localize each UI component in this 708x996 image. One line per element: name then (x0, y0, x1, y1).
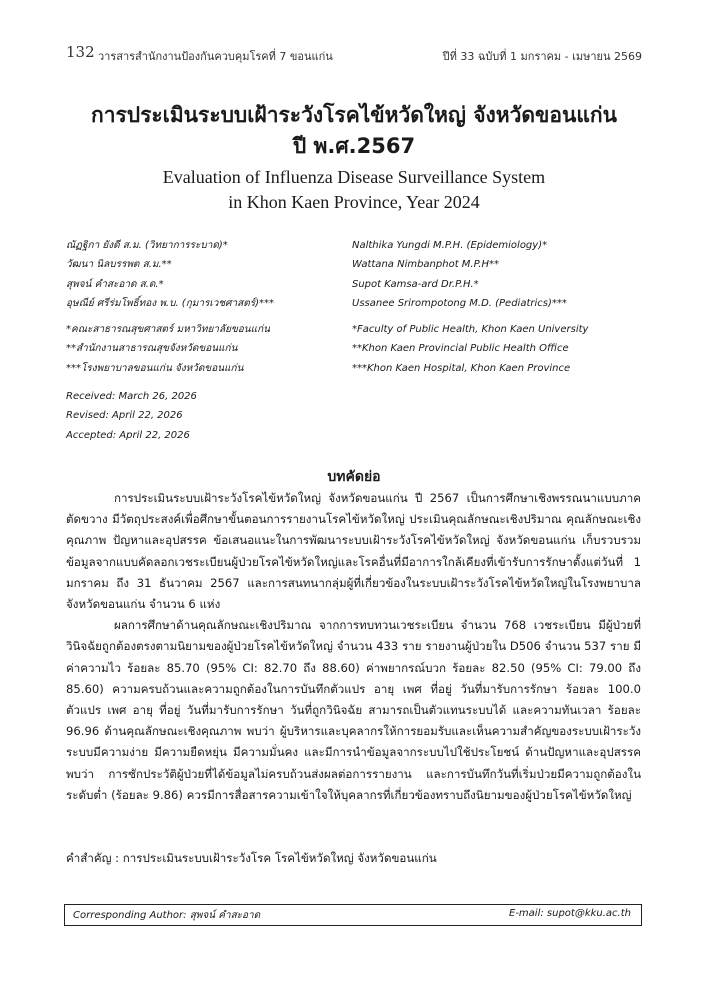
title-thai (0, 100, 708, 162)
title-english-line1: Evaluation of Influenza Disease Surveillance System (162, 167, 546, 187)
title-thai-line1: การประเมินระบบเฝ้าระวังโรคไข้หวัดใหญ่ จังหวัดขอนแก่น (90, 103, 617, 127)
authors-thai (66, 236, 274, 313)
affiliation: **Khon Kaen Provincial Public Health Office (352, 343, 569, 355)
journal-name: วารสารสำนักงานป้องกันควบคุมโรคที่ 7 ขอนแก่น (98, 50, 333, 63)
author-email: E-mail: supot@kku.ac.th (509, 908, 631, 919)
authors-english (352, 236, 567, 313)
title-english (0, 165, 708, 215)
affiliations-thai (66, 320, 270, 378)
author: สุพจน์ คำสะอาด ส.ด.* (66, 278, 164, 290)
affiliation: *คณะสาธารณสุขศาสตร์ มหาวิทยาลัยขอนแก่น (66, 324, 270, 335)
title-english-line2: in Khon Kaen Province, Year 2024 (228, 192, 480, 212)
volume-issue: ปีที่ 33 ฉบับที่ 1 มกราคม - เมษายน 2569 (442, 50, 642, 63)
affiliations-english (352, 320, 588, 378)
revised-date: Revised: April 22, 2026 (66, 410, 183, 422)
received-date: Received: March 26, 2026 (66, 391, 197, 402)
keywords: คำสำคัญ : การประเมินระบบเฝ้าระวังโรค โรคไข้หวัดใหญ่ จังหวัดขอนแก่น (66, 851, 437, 865)
affiliation: ***Khon Kaen Hospital, Khon Kaen Province (352, 362, 571, 374)
abstract-paragraph: ผลการศึกษาด้านคุณลักษณะเชิงปริมาณ จากการทบทวนเวชระเบียน จำนวน 768 เวชระเบียน มีผู้ป่วยที่วินิจฉัยถูกต้องตรงตามนิยามของผู้ป่วยโรคไข้หวัดใหญ่ จำนวน 433 ราย รายงานผู้ป่วยใน D506 จำนวน 537 ราย มีค่าความไว ร้อยละ 85.70 (95% CI: 82.70 ถึง 88.60) ค่าพยากรณ์บวก ร้อยละ 82.50 (95% CI: 79.00 ถึง 85.60) ความครบถ้วนและความถูกต้องในการบันทึกตัวแปร อายุ เพศ ที่อยู่ วันที่มารับการรักษา ร้อยละ 100.0 ตัวแปร เพศ อายุ ที่อยู่ วันที่มารับการรักษา วันที่ถูกวินิจฉัย สามารถเป็นตัวแทนระบบได้ และความทันเวลา ร้อยละ 96.96 ด้านคุณลักษณะเชิงคุณภาพ พบว่า ผู้บริหารและบุคลากรให้การยอมรับและเห็นความสำคัญของระบบเฝ้าระวัง ระบบมีความง่าย มีความยืดหยุ่น มีความมั่นคง และมีการนำข้อมูลจากระบบไปใช้ประโยชน์ ด้านปัญหาและอุปสรรค พบว่า การซักประวัติผู้ป่วยที่ได้ข้อมูลไม่ครบถ้วนส่งผลต่อการรายงาน และการบันทึกวันที่เริ่มป่วยมีความถูกต้องในระดับต่ำ (ร้อยละ 9.86) ควรมีการสื่อสารความเข้าใจให้บุคลากรที่เกี่ยวข้องทราบถึงนิยามของผู้ป่วยโรคไข้หวัดใหญ่ (66, 618, 641, 802)
abstract-paragraph: การประเมินระบบเฝ้าระวังโรคไข้หวัดใหญ่ จังหวัดขอนแก่น ปี 2567 เป็นการศึกษาเชิงพรรณนาแบบภาคตัดขวาง มีวัตถุประสงค์เพื่อศึกษาขั้นตอนการรายงานโรคไข้หวัดใหญ่ ประเมินคุณลักษณะเชิงปริมาณ คุณลักษณะเชิงคุณภาพ ปัญหาและอุปสรรค ข้อเสนอแนะในการพัฒนาระบบเฝ้าระวังโรคไข้หวัดใหญ่ จังหวัดขอนแก่น เก็บรวบรวมข้อมูลจากแบบคัดลอกเวชระเบียนผู้ป่วยโรคไข้หวัดใหญ่และโรคอื่นที่มีอาการใกล้เคียงที่เข้ารับการรักษาตั้งแต่วันที่ 1 มกราคม ถึง 31 ธันวาคม 2567 และการสนทนากลุ่มผู้ที่เกี่ยวข้องในระบบเฝ้าระวังโรคไข้หวัดใหญ่ในโรงพยาบาล จังหวัดขอนแก่น จำนวน 6 แห่ง (66, 491, 641, 612)
abstract-body (66, 488, 641, 806)
author: Ussanee Srirompotong M.D. (Pediatrics)*** (352, 297, 567, 309)
abstract-heading: บทคัดย่อ (327, 469, 381, 485)
page-number: 132 (66, 43, 95, 61)
corresponding-author: Corresponding Author: สุพจน์ คำสะอาด (73, 910, 261, 921)
affiliation: *Faculty of Public Health, Khon Kaen University (352, 324, 589, 335)
accepted-date: Accepted: April 22, 2026 (66, 429, 190, 441)
author: Nalthika Yungdi M.P.H. (Epidemiology)* (352, 240, 548, 251)
running-header (66, 43, 642, 66)
author: Supot Kamsa-ard Dr.P.H.* (352, 278, 479, 290)
author: Wattana Nimbanphot M.P.H** (352, 259, 499, 271)
article-dates (66, 387, 197, 445)
author: วัฒนา นิลบรรพต ส.ม.** (66, 259, 172, 271)
affiliation: ***โรงพยาบาลขอนแก่น จังหวัดขอนแก่น (66, 362, 244, 374)
title-thai-line2: ปี พ.ศ.2567 (292, 134, 416, 158)
author: ณัฏฐิกา ยังดี ส.ม. (วิทยาการระบาด)* (66, 240, 228, 251)
affiliation: **สำนักงานสาธารณสุขจังหวัดขอนแก่น (66, 343, 238, 355)
corresponding-author-box (64, 904, 642, 926)
author: อุษณีย์ ศรีร่มโพธิ์ทอง พ.บ. (กุมารเวชศาสตร์)*** (66, 297, 274, 309)
